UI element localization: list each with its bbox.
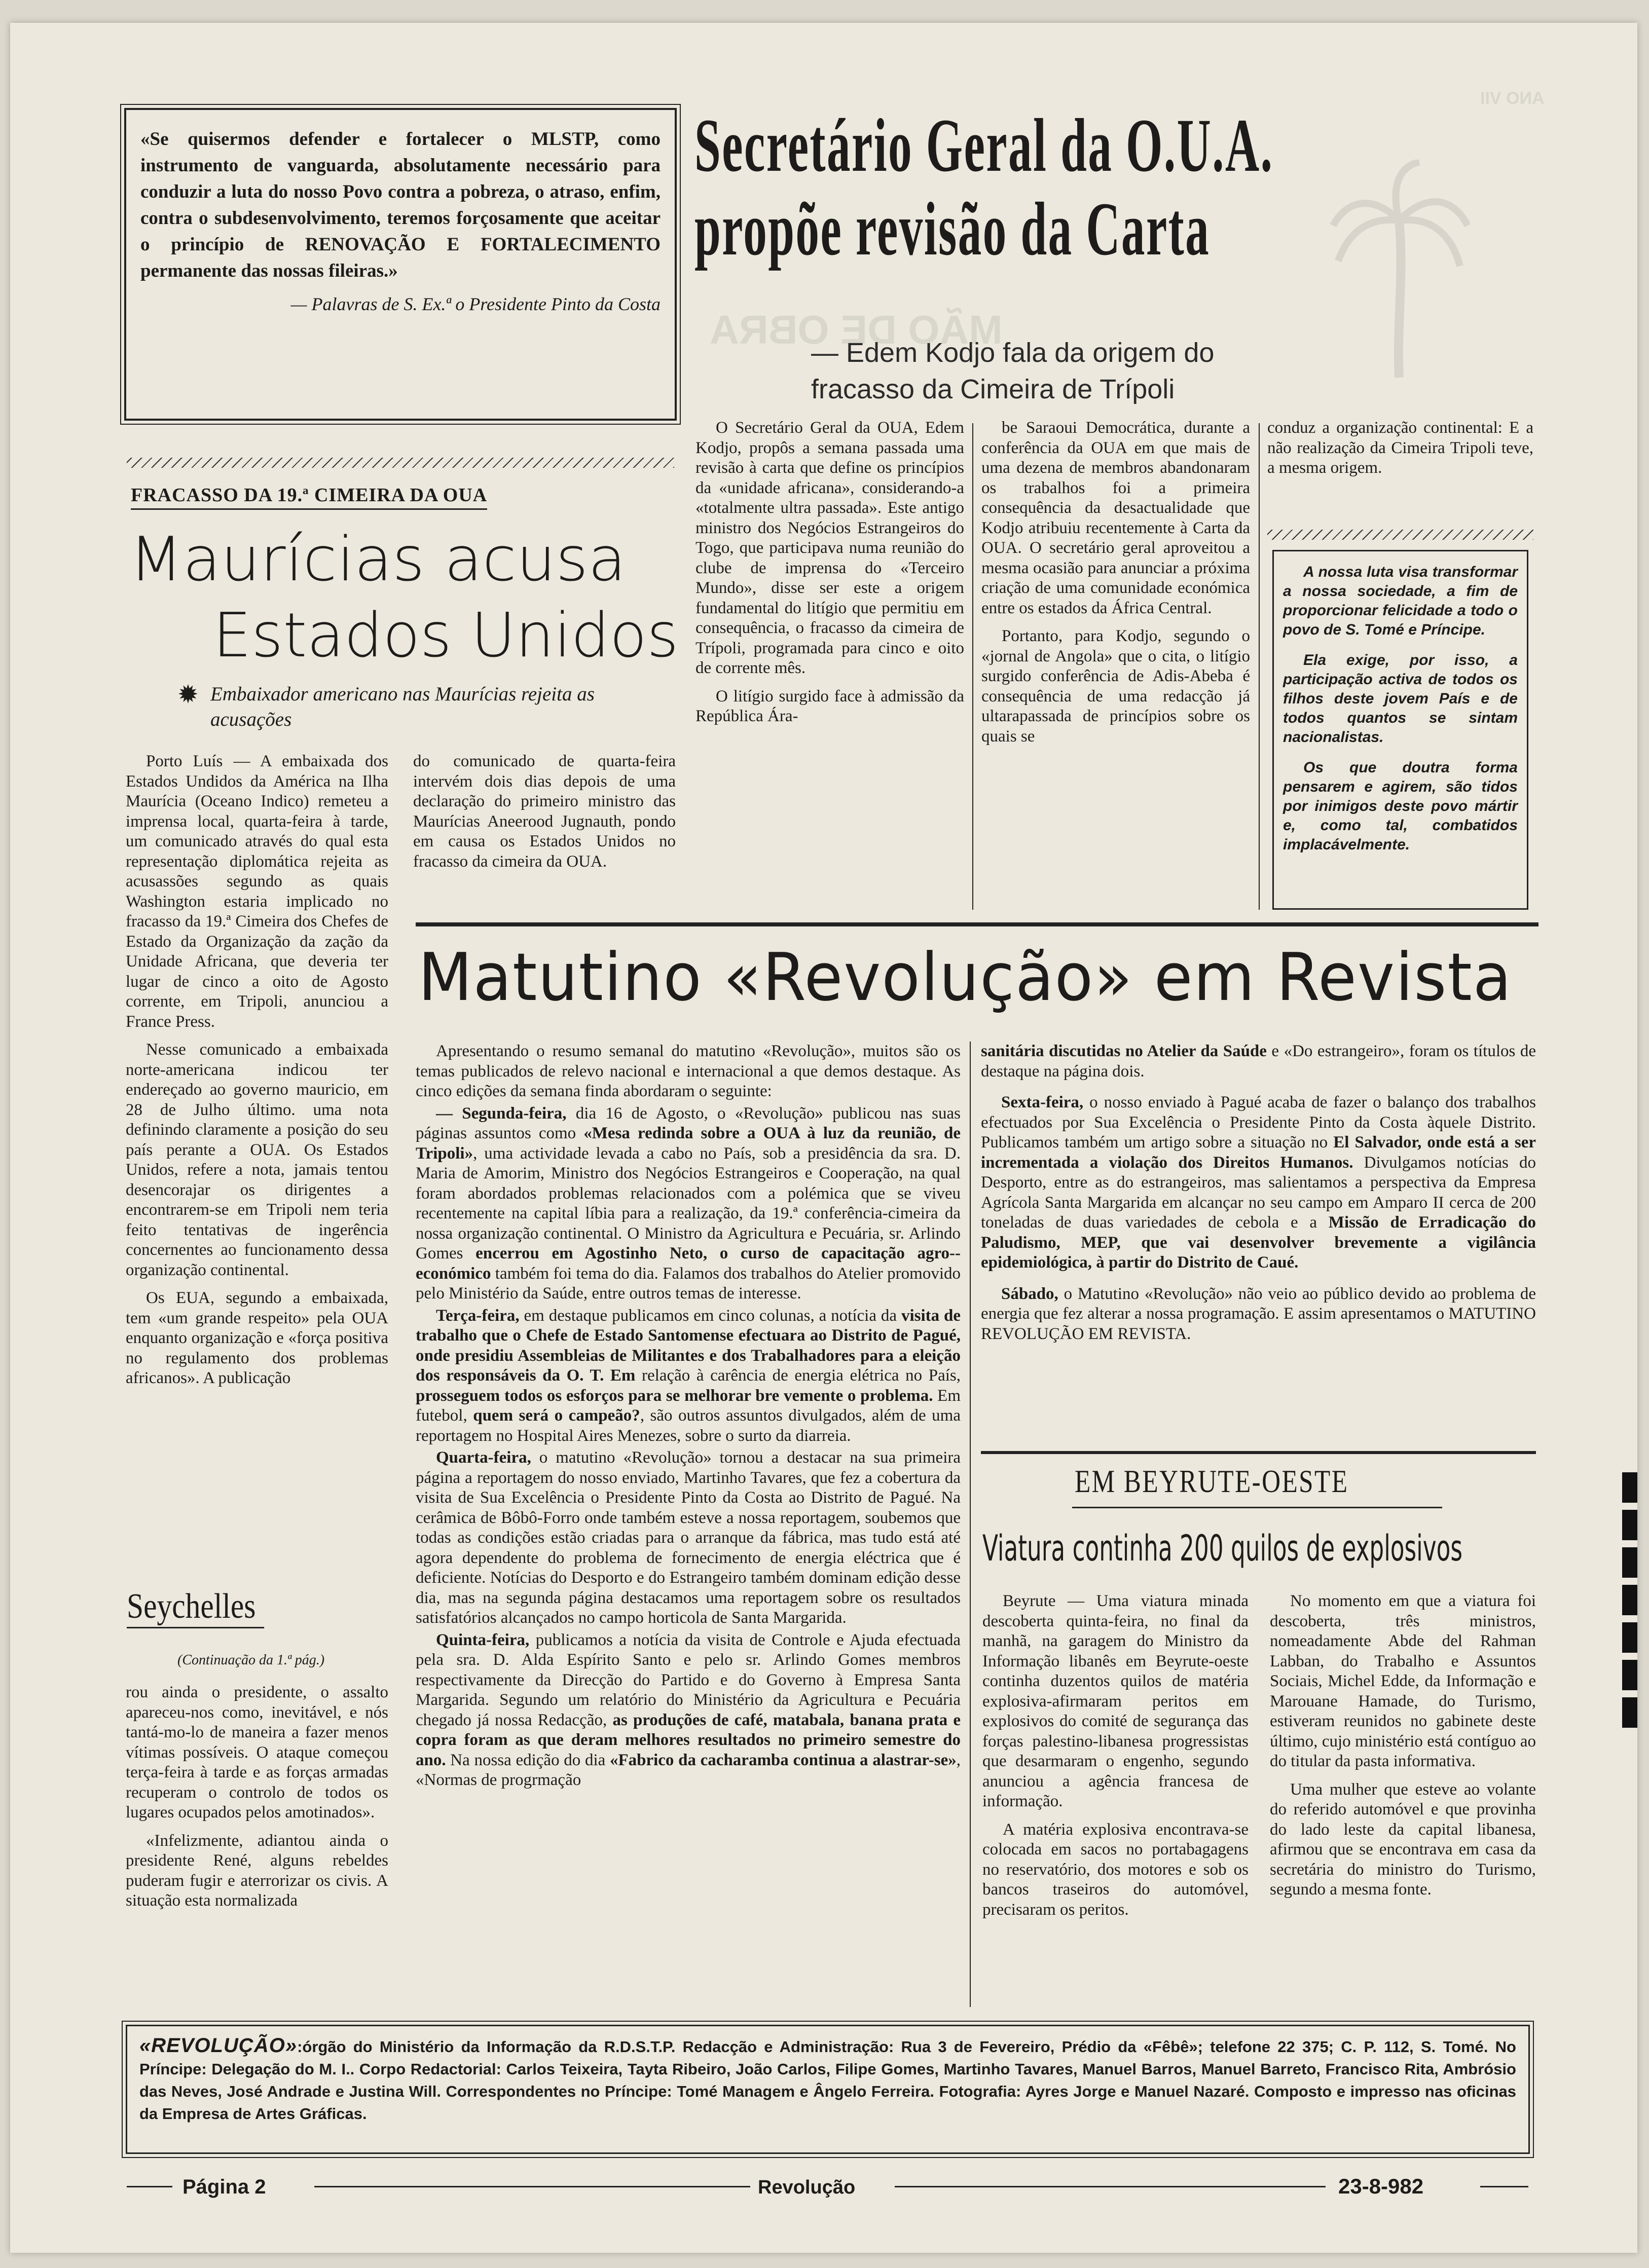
revista-segunda-text: também foi tema do dia. Falamos dos trabalhos do Atelier promovido pelo Ministério da Saúde, entre outros temas de interesse. xyxy=(416,1264,961,1303)
decorative-divider xyxy=(127,458,674,468)
revista-quinta-text: , «Normas de progrmação xyxy=(416,1751,961,1789)
revista-segunda-text: dia 16 de Agosto, o «Revolução» publicou nas suas páginas assuntos como xyxy=(416,1104,961,1142)
slogan-p1: A nossa luta visa transformar a nossa sociedade, a fim de proporcionar felicidade a todo o povo de S. Tomé e Príncipe. xyxy=(1283,564,1518,638)
revista-terca-highlight: visita de trabalho que o Chefe de Estado Santomense efectuara ao Distrito de Pagué, onde presidiu Assembleias de Militantes e dos Trabalhadores para a eleição dos responsáveis da O. T. Em xyxy=(416,1306,961,1385)
oua-col1-p2: O litígio surgido face à admissão da República Ára- xyxy=(695,687,964,725)
oua-col2-p2: Portanto, para Kodjo, segundo o «jornal de Angola» que o cita, o litígio surgido conferência de Adis-Abeba é consequência de uma redacção já ultarapassada de princípios sobre os quais se xyxy=(981,627,1250,746)
slogan-p2: Ela exige, por isso, a participação activa de todos os filhos deste jovem País e de todos quantos se sintam nacionalistas. xyxy=(1283,652,1518,746)
revista-sabado-text: o Matutino «Revolução» não veio ao público devido ao problema de energia que fez alterar a nossa programação. E assim apresentamos o MATUTINO REVOLUÇÃO EM REVISTA. xyxy=(981,1284,1536,1343)
footer-rule xyxy=(127,2186,172,2187)
seychelles-headline: Seychelles xyxy=(127,1586,264,1628)
mauricias-column-1 xyxy=(126,752,388,1397)
seychelles-column xyxy=(126,1683,388,1919)
revista-sabado xyxy=(981,1284,1536,1345)
revista-col2-text: e «Do estrangeiro», foram os títulos de destaque na página dois. xyxy=(981,1042,1536,1081)
quote-box xyxy=(124,108,677,421)
revista-col2-lead xyxy=(981,1042,1536,1082)
revista-terca-label: Terça-feira, xyxy=(436,1306,520,1325)
revista-terca-text: em destaque publicamos em cinco colunas, a notícia da xyxy=(519,1306,901,1325)
footer-rule xyxy=(895,2186,1326,2187)
beirute-col1-p2: A matéria explosiva encontrava-se colocada em sacos no portabagagens no reservatório, dos motores e sob os bancos traseiros do automóvel, precisaram os peritos. xyxy=(982,1820,1249,1919)
beirute-column-1 xyxy=(982,1591,1249,1928)
revista-terca-highlight: quem será o campeão? xyxy=(473,1406,640,1425)
kicker-underline xyxy=(1072,1507,1442,1508)
revista-segunda xyxy=(416,1104,961,1304)
oua-headline-line1: Secretário Geral da O.U.A. xyxy=(694,103,1274,188)
revista-terca-text: , são outros assuntos divulgados, além de uma reportagem no Hospital Aires Menezes, sobre o surto da diarreia. xyxy=(416,1406,961,1445)
beirute-col2-p1: No momento em que a viatura foi descoberta, três ministros, nomeadamente Abde del Rahman Labban, do Trabalho e Assuntos Sociais, Michel Edde, da Informação e Marouane Hamade, do Turismo, estiveram reunidos no gabinete deste último, cujo ministério está contíguo ao do titular da pasta informativa. xyxy=(1270,1592,1536,1770)
revista-quinta-text: Na nossa edição do dia xyxy=(446,1751,610,1769)
seychelles-continuation: (Continuação da 1.ª pág.) xyxy=(177,1652,325,1668)
bleed-through-text: ANO VII xyxy=(1480,89,1545,108)
revista-col2-highlight: sanitária discutidas no Atelier da Saúde xyxy=(981,1042,1267,1060)
bleed-through-text: MÃO DE OBRA xyxy=(710,307,1003,352)
slogan-box xyxy=(1272,550,1528,910)
revista-quarta-label: Quarta-feira, xyxy=(436,1448,531,1467)
oua-subheadline: — Edem Kodjo fala da origem do fracasso da Cimeira de Trípoli xyxy=(811,338,1215,404)
oua-headline xyxy=(694,103,1274,271)
oua-col2-p1: be Saraoui Democrática, durante a conferência da OUA em que mais de uma dezena de membros abandonaram os trabalhos foi a primeira consequência da desactualidade que Kodjo atribuiu recentemente à Carta da OUA. O secretário geral aproveitou a mesma ocasião para anunciar a próxima criação de uma comunidade económica entre os estados da África Central. xyxy=(981,419,1250,617)
beirute-column-2 xyxy=(1270,1591,1536,1908)
beirute-col2-p2: Uma mulher que esteve ao volante do referido automóvel e que provinha do lado leste da capital libanesa, afirmou que se encontrava em casa da secretária do ministro do Turismo, segundo a mesma fonte. xyxy=(1270,1780,1536,1899)
footer-date: 23-8-982 xyxy=(1338,2174,1424,2198)
revista-sexta-highlight: El Salvador, onde está a ser incrementada a violação dos Direitos Humanos. xyxy=(981,1133,1536,1172)
revista-terca-text: relação à carência de energia elétrica no País, xyxy=(635,1366,961,1385)
footer-rule xyxy=(314,2186,750,2187)
masthead-text: :órgão do Ministério da Informação da R.D.S.T.P. Redacção e Administração: Rua 3 de Fevereiro, Prédio da «Fêbê»; telefone 22 375; C. P. 112, S. Tomé. No Príncipe: Delegação do M. I.. Corpo Redactorial: Carlos Teixeira, Tayta Ribeiro, João Carlos, Filipe Gomes, Martinho Tavares, Manuel Barros, Manuel Barreto, Francisco Rita, Ambrósio das Neves, José Andrade e Justina Will. Correspondentes no Príncipe: Tomé Managem e Ângelo Ferreira. Fotografia: Ayres Jorge e Manuel Nazaré. Composto e impresso nas oficinas da Empresa de Artes Gráficas. xyxy=(139,2038,1516,2123)
newspaper-page xyxy=(10,23,1637,2253)
footer-rule xyxy=(1480,2186,1528,2187)
seychelles-p2: «Infelizmente, adiantou ainda o presidente René, alguns rebeldes puderam fugir e aterrorizar os civis. A situação esta normalizada xyxy=(126,1831,388,1910)
mauricias-headline-line1: Maurícias acusa xyxy=(129,525,627,595)
revista-terca-text: Em futebol, xyxy=(416,1386,961,1425)
section-rule xyxy=(981,1451,1536,1454)
revista-intro: Apresentando o resumo semanal do matutino «Revolução», muitos são os temas publicados de relevo nacional e internacional a que demos destaque. As cinco edições da semana finda abordaram o seguinte: xyxy=(416,1042,961,1100)
mauricias-col2-text: do comunicado de quarta-feira intervém dois dias depois de uma declaração do primeiro ministro das Maurícias Aneerood Jugnauth, pondo em causa os Estados Unidos no fracasso da cimeira da OUA. xyxy=(413,752,676,871)
revista-terca xyxy=(416,1306,961,1446)
oua-column-2 xyxy=(981,418,1250,755)
revista-quinta-label: Quinta-feira, xyxy=(436,1630,530,1649)
oua-headline-line2: propõe revisão da Carta xyxy=(694,187,1211,271)
column-rule xyxy=(970,1042,971,2007)
masthead-label: «REVOLUÇÃO» xyxy=(139,2034,298,2057)
column-rule xyxy=(1259,423,1260,910)
revista-sexta-highlight: Missão de Erradicação do Paludismo, MEP, que vai desenvolver brevemente a vigilância epidemiológica, à partir do Distrito de Caué. xyxy=(981,1213,1536,1272)
mauricias-subheadline: Embaixador americano nas Maurícias rejeita as acusações xyxy=(210,683,595,730)
revista-quarta-text: o matutino «Revolução» tornou a destacar na sua primeira página a reportagem do nosso enviado, Martinho Tavares, que fez a cobertura da visita de Sua Excelência o Presidente Pinto da Costa ao Distrito de Pagué. Na cerâmica de Bôbô-Forro onde também esteve a nossa reportagem, soubemos que todas as condições estão criadas para o arranque da fábrica, mas tudo está até agora dependente do problema de fornecimento de energia eléctrica que é deficiente. Notícias do Desporto e do Estrangeiro também dominam edição desse dia, mas na segunda página destacamos uma reportagem sobre os resultados satisfatórios alcançados no campo horticola de Santa Margarida. xyxy=(416,1448,961,1627)
mauricias-kicker: FRACASSO DA 19.ª CIMEIRA DA OUA xyxy=(131,484,487,510)
revista-segunda-text: , uma actividade levada a cabo no País, sob a presidência da sra. D. Maria de Amorim, Ministro dos Negócios Estrangeiros e Cooperação, na qual foram abordados problemas relacionados com a polémica que se viveu recentemente na capital líbia para a realização, da 19.ª conferência-cimeira da nossa organização continental. O Ministro da Agricultura e Pecuária, sr. Arlindo Gomes xyxy=(416,1144,961,1262)
quote-text: «Se quisermos defender e fortalecer o MLSTP, como instrumento de vanguarda, absolutamente necessário para conduzir a luta do nosso Povo contra a pobreza, o atraso, enfim, contra o subdesenvolvimento, teremos forçosamente que aceitar o princípio de RENOVAÇÃO E FORTALECIMENTO permanente das nossas fileiras.» xyxy=(140,129,661,281)
beirute-kicker: EM BEYRUTE-OESTE xyxy=(1075,1463,1349,1499)
asterisk-icon: ✹ xyxy=(177,680,199,709)
oua-col1-p1: O Secretário Geral da OUA, Edem Kodjo, propôs a semana passada uma revisão à carta que define os princípios da «unidade africana», considerando-a «totalmente ultra passada». Este antigo ministro dos Negócios Estrangeiros do Togo, que participava numa reunião do clube de imprensa do «Terceiro Mundo», disse ser este a origem fundamental do litígio que permitiu em consequência, o fracasso da cimeira de Trípoli, programada para cinco e oito de corrente mês. xyxy=(695,419,964,677)
revista-quarta xyxy=(416,1448,961,1628)
mauricias-col1-p1: Porto Luís — A embaixada dos Estados Undidos da América na Ilha Maurícia (Oceano Indico) remeteu a imprensa local, quarta-feira à tarde, um comunicado através do qual esta representação diplomática rejeita as acusassões segundo as quais Washington estaria implicado no fracasso da 19.ª Cimeira dos Chefes de Estado da Organização da zação da Unidade Africana, que deveria ter lugar de cinco a oito de Agosto corrente, em Tripoli, anunciou a France Press. xyxy=(126,752,388,1031)
revista-headline: Matutino «Revolução» em Revista xyxy=(418,939,1513,1016)
revista-quinta xyxy=(416,1630,961,1791)
column-rule xyxy=(972,423,973,910)
beirute-col1-p1: Beyrute — Uma viatura minada descoberta quinta-feira, no final da manhã, na garagem do Ministro da Informação libanês em Beyrute-oeste continha duzentos quilos de matéria explosiva-afirmaram peritos em explosivos do comité de segurança das forças palestino-libanesa progressistas que desarmaram o engenho, segundo anunciou a agência francesa de informação. xyxy=(982,1592,1249,1810)
revista-segunda-highlight: encerrou em Agostinho Neto, o curso de capacitação agro--económico xyxy=(416,1244,961,1283)
revista-sexta-label: Sexta-feira, xyxy=(1001,1093,1084,1111)
revista-sexta-text: Divulgamos notícias do Desporto, entre as do estrangeiros, mas salientamos a perspectiva da Empresa Agrícola Santa Margarida em alcançar no seu campo em Amparo II cerca de 200 toneladas de duas variedades de cebola e a xyxy=(981,1153,1536,1232)
revista-quinta-text: publicamos a notícia da visita de Controle e Ajuda efectuada pela sra. D. Alda Espírito Santo e pelo sr. Arlindo Gomes membros respectivamente da Direcção do Partido e do Governo à Empresa Santa Margarida. Segundo um relatório do Ministério da Agricultura e Pecuária chegado já nossa Redacção, xyxy=(416,1630,961,1729)
binding-holes xyxy=(1622,1472,1637,1756)
beirute-headline: Viatura continha 200 quilos de explosivos xyxy=(982,1528,1462,1569)
revista-quinta-highlight: «Fabrico da cacharamba continua a alastrar-se» xyxy=(609,1751,957,1769)
slogan-p3: Os que doutra forma pensarem e agirem, são tidos por inimigos deste povo mártir e, como tal, combatidos implacávelmente. xyxy=(1283,759,1518,853)
mauricias-col1-p2: Nesse comunicado a embaixada norte-americana indicou ter endereçado ao governo mauricio, em 28 de Julho último. uma nota definindo claramente a posição do seu país perante a OUA. Os Estados Unidos, refere a nota, jamais tentou desencorajar os dirigentes a encontrarem-se em Tripoli nem teria feito tentativas de ingerência concernentes ao funcionamento dessa organização continental. xyxy=(126,1040,388,1279)
revista-quinta-highlight: as produções de café, matabala, banana prata e copra foram as que deram melhores resultados no primeiro semestre do ano. xyxy=(416,1711,961,1769)
seychelles-p1: rou ainda o presidente, o assalto apareceu-nos como, inevitável, e nós tantá-mo-lo de maneira a fazer menos vítimas possíveis. O ataque começou terça-feira à tarde e as forças armadas recuperam o controlo de todos os lugares ocupados pelos amotinados». xyxy=(126,1683,388,1821)
revista-segunda-highlight: «Mesa redinda sobre a OUA à luz da reunião, de Tripoli» xyxy=(416,1124,961,1163)
oua-col3-text: conduz a organização continental: E a não realização da Cimeira Tripoli teve, a mesma origem. xyxy=(1267,419,1533,477)
bleed-through-palm-image xyxy=(1328,160,1470,383)
revista-sabado-label: Sábado, xyxy=(1001,1284,1058,1303)
revista-column-1 xyxy=(416,1042,961,1791)
quote-attribution: — Palavras de S. Ex.ª o Presidente Pinto da Costa xyxy=(290,294,661,314)
masthead-box xyxy=(126,2025,1530,2154)
mauricias-col1-p3: Os EUA, segundo a embaixada, tem «um grande respeito» pela OUA enquanto organização e «força positiva no regulamento dos problemas africanos». A publicação xyxy=(126,1289,388,1387)
footer-page-number: Página 2 xyxy=(182,2176,266,2198)
revista-terca-highlight: prosseguem todos os esforços para se melhorar bre vemente o problema. xyxy=(416,1386,933,1405)
oua-column-1 xyxy=(695,418,964,735)
revista-segunda-label: — Segunda-feira, xyxy=(436,1104,567,1123)
revista-column-2 xyxy=(981,1042,1536,1352)
footer-paper-name: Revolução xyxy=(758,2177,856,2198)
section-rule xyxy=(416,922,1538,926)
decorative-divider xyxy=(1267,530,1533,540)
oua-column-3 xyxy=(1267,418,1533,487)
revista-sexta-text: o nosso enviado à Pagué acaba de fazer o balanço dos trabalhos efectuados por Sua Excelência o Presidente Pinto da Costa àquele Distrito. Publicamos também um artigo sobre a situação no xyxy=(981,1093,1536,1151)
revista-sexta xyxy=(981,1093,1536,1273)
mauricias-column-2 xyxy=(413,752,676,880)
mauricias-headline-line2: Estados Unidos xyxy=(213,601,679,671)
